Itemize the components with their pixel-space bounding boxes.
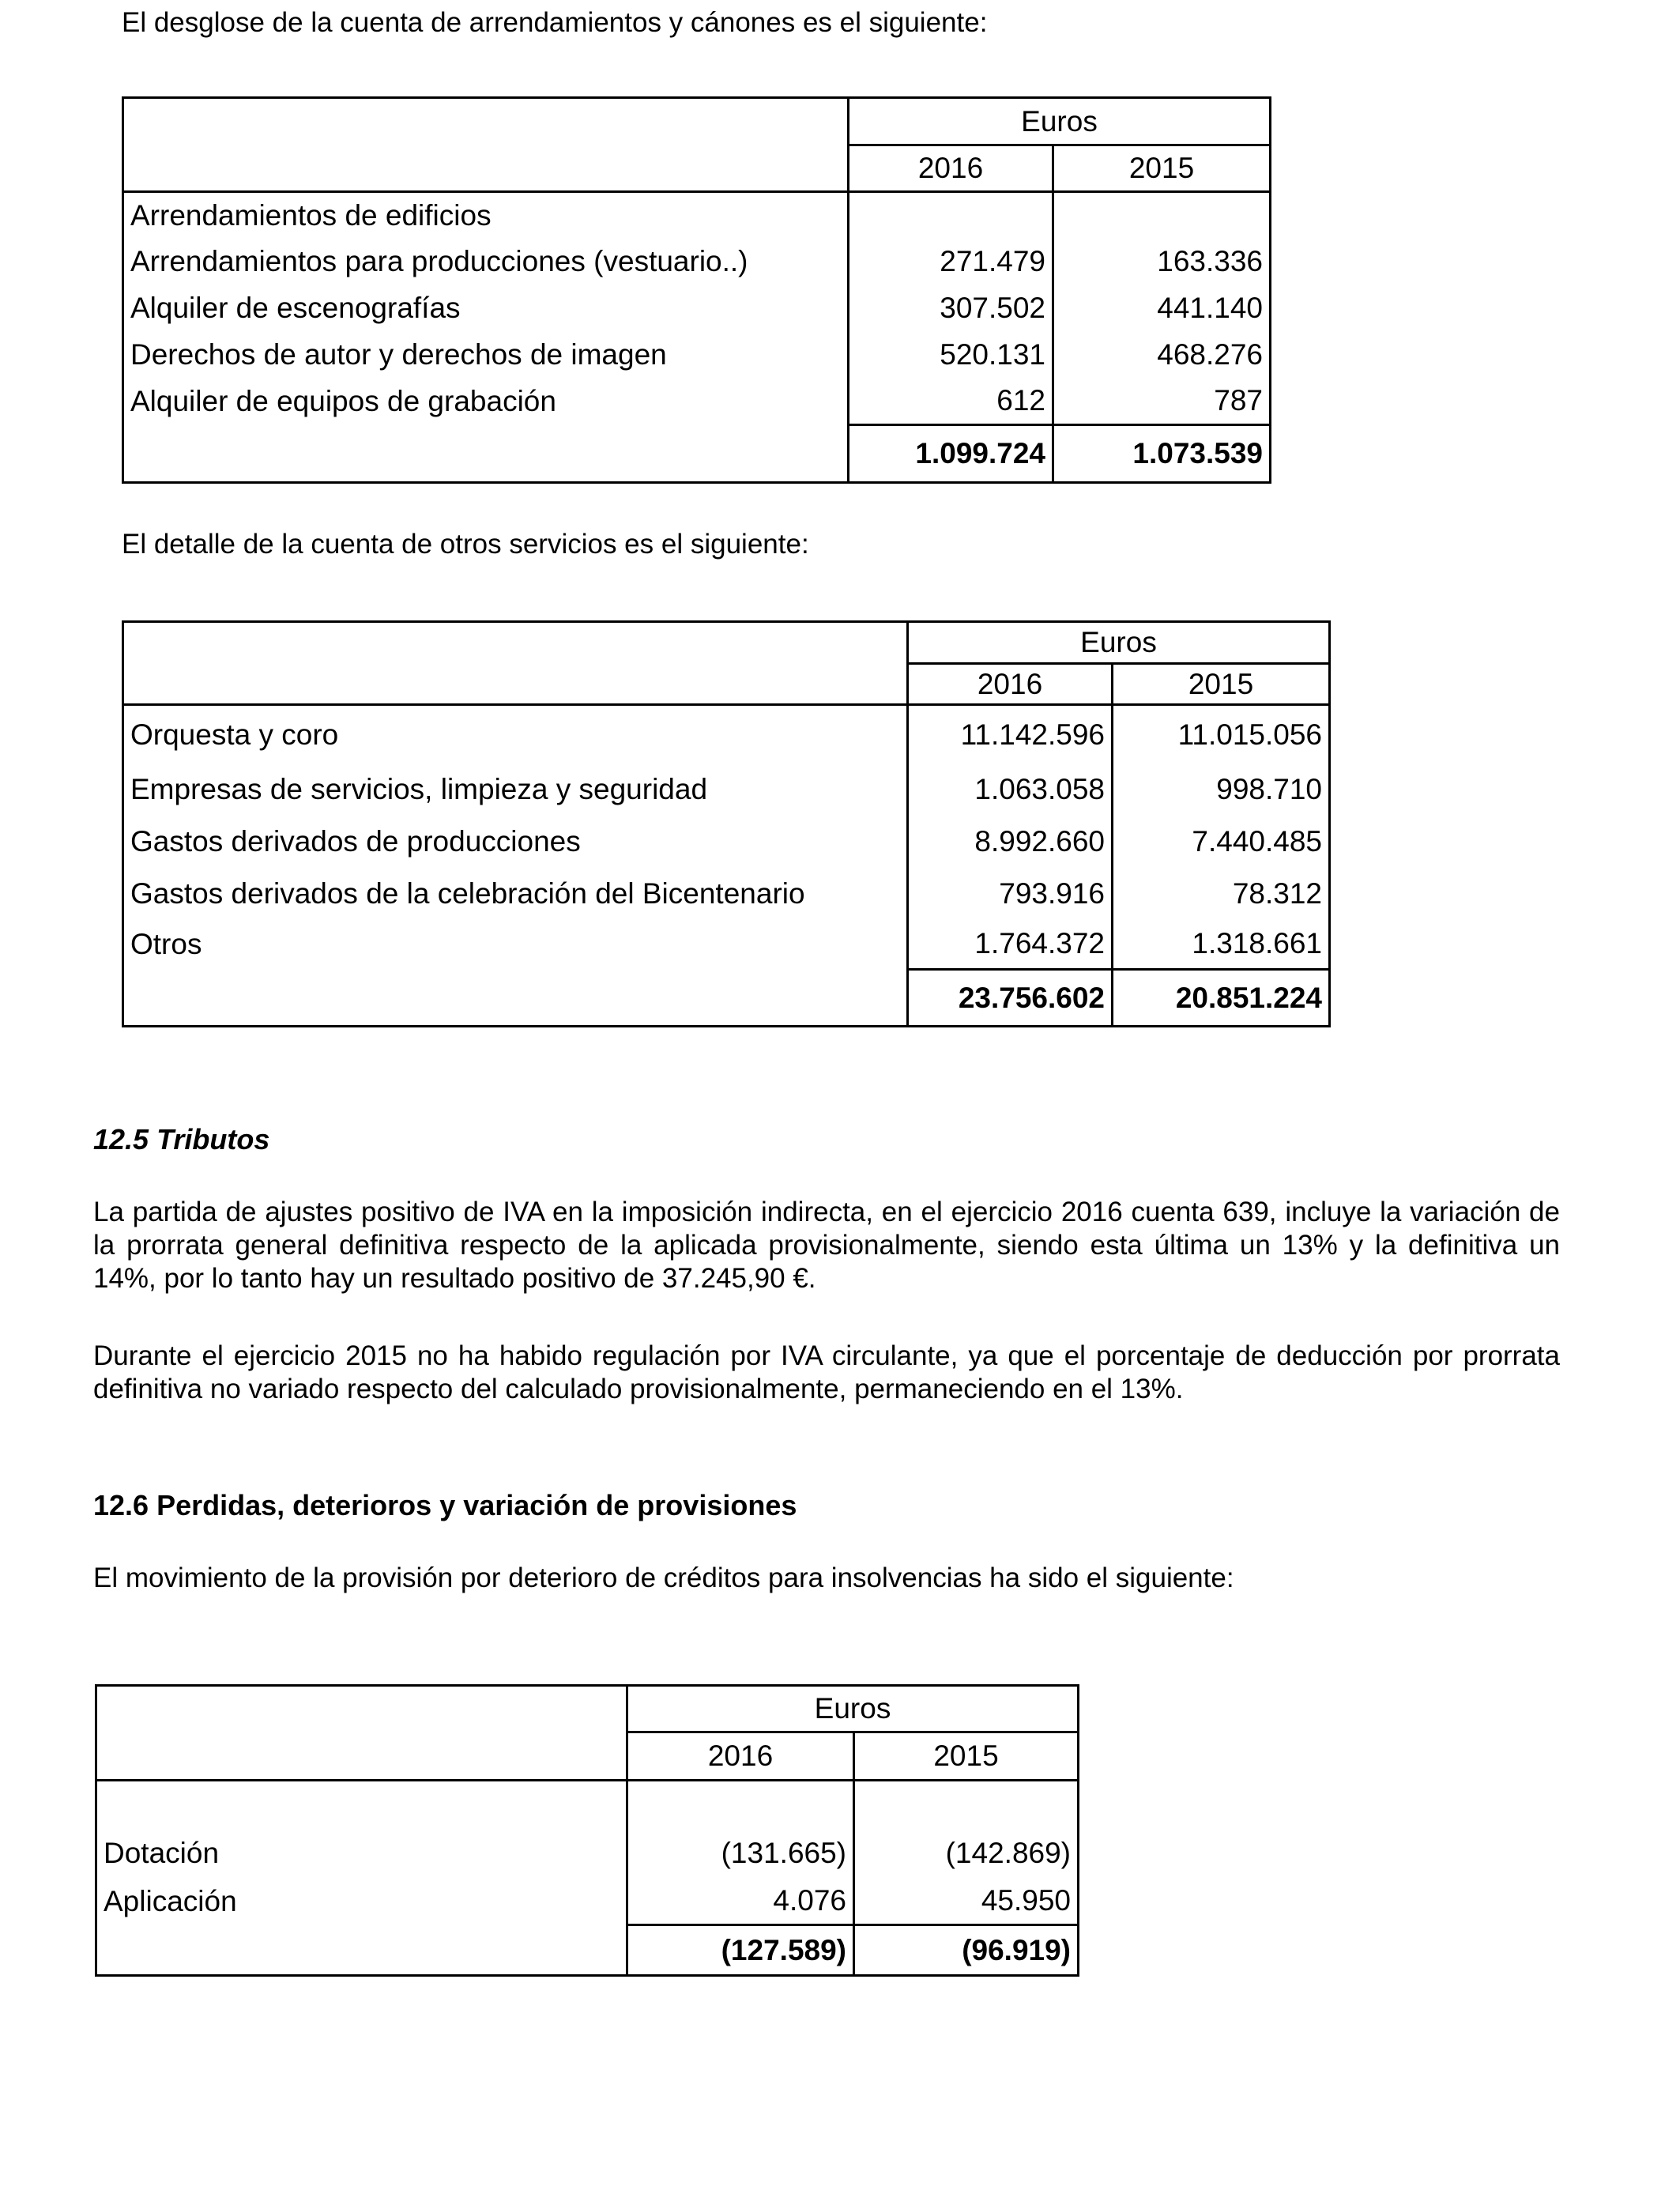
col-header-2016: 2016 (908, 664, 1113, 705)
row-label: Derechos de autor y derechos de imagen (123, 332, 849, 379)
value-2015: 78.312 (1113, 868, 1330, 920)
table-header-empty (123, 622, 908, 664)
total-2015: (96.919) (854, 1925, 1079, 1976)
table-header-empty (123, 98, 849, 145)
value-2015: 468.276 (1053, 332, 1271, 379)
row-label: Gastos derivados de producciones (123, 816, 908, 868)
total-2016: 23.756.602 (908, 970, 1113, 1027)
value-2016: 793.916 (908, 868, 1113, 920)
heading-12-5: 12.5 Tributos (93, 1123, 270, 1155)
value-2016: 520.131 (849, 332, 1053, 379)
value-2015: 787 (1053, 379, 1271, 425)
row-label: Orquesta y coro (123, 705, 908, 764)
intro-provision: El movimiento de la provisión por deterioro de créditos para insolvencias ha sido el siguiente: (93, 1563, 1234, 1593)
paragraph-iva-2016: La partida de ajustes positivo de IVA en la imposición indirecta, en el ejercicio 2016 cuenta 639, incluye la variación de la prorrata general definitiva respecto de la aplicada provisionalmente, siendo esta última un 13% y la definitiva un 14%, por lo tanto hay un resultado positivo de 37.245,90 €. (93, 1197, 1560, 1294)
row-label: Alquiler de equipos de grabación (123, 379, 849, 425)
row-label: Otros (123, 920, 908, 970)
row-label: Arrendamientos para producciones (vestuario..) (123, 239, 849, 285)
row-label: Empresas de servicios, limpieza y seguridad (123, 764, 908, 816)
value-2016: 271.479 (849, 239, 1053, 285)
value-2016: 612 (849, 379, 1053, 425)
value-2015: 163.336 (1053, 239, 1271, 285)
value-2015: (142.869) (854, 1830, 1079, 1878)
table-unit-header: Euros (849, 98, 1271, 145)
col-header-2015: 2015 (1053, 145, 1271, 192)
total-2015: 1.073.539 (1053, 425, 1271, 483)
value-2016: 307.502 (849, 285, 1053, 332)
value-2016: (131.665) (627, 1830, 854, 1878)
row-label: Arrendamientos de edificios (123, 192, 849, 239)
value-2016: 11.142.596 (908, 705, 1113, 764)
value-2015: 45.950 (854, 1878, 1079, 1925)
table-header-empty (96, 1686, 627, 1732)
row-label: Alquiler de escenografías (123, 285, 849, 332)
value-2015 (1053, 192, 1271, 239)
value-2016: 4.076 (627, 1878, 854, 1925)
col-header-2015: 2015 (1113, 664, 1330, 705)
total-2015: 20.851.224 (1113, 970, 1330, 1027)
value-2015: 7.440.485 (1113, 816, 1330, 868)
total-2016: (127.589) (627, 1925, 854, 1976)
table-unit-header: Euros (627, 1686, 1079, 1732)
value-2016 (849, 192, 1053, 239)
value-2015: 11.015.056 (1113, 705, 1330, 764)
value-2016: 1.063.058 (908, 764, 1113, 816)
value-2016: 1.764.372 (908, 920, 1113, 970)
row-label: Dotación (96, 1830, 627, 1878)
intro-otros-servicios: El detalle de la cuenta de otros servicios es el siguiente: (122, 529, 809, 560)
table-arrendamientos (122, 96, 1271, 484)
value-2015: 441.140 (1053, 285, 1271, 332)
paragraph-iva-2015: Durante el ejercicio 2015 no ha habido regulación por IVA circulante, ya que el porcentaje de deducción por prorrata definitiva no variado respecto del calculado provisionalmente, permaneciendo en el 13%. (93, 1340, 1560, 1404)
value-2015: 1.318.661 (1113, 920, 1330, 970)
table-unit-header: Euros (908, 622, 1330, 664)
table-otros-servicios (122, 620, 1331, 1027)
intro-arrendamientos: El desglose de la cuenta de arrendamientos y cánones es el siguiente: (122, 7, 988, 38)
total-2016: 1.099.724 (849, 425, 1053, 483)
value-2015: 998.710 (1113, 764, 1330, 816)
col-header-2015: 2015 (854, 1732, 1079, 1781)
col-header-2016: 2016 (849, 145, 1053, 192)
row-label: Gastos derivados de la celebración del Bicentenario (123, 868, 908, 920)
heading-12-6: 12.6 Perdidas, deterioros y variación de provisiones (93, 1489, 797, 1521)
value-2016: 8.992.660 (908, 816, 1113, 868)
col-header-2016: 2016 (627, 1732, 854, 1781)
table-provision (95, 1684, 1079, 1977)
row-label: Aplicación (96, 1878, 627, 1925)
